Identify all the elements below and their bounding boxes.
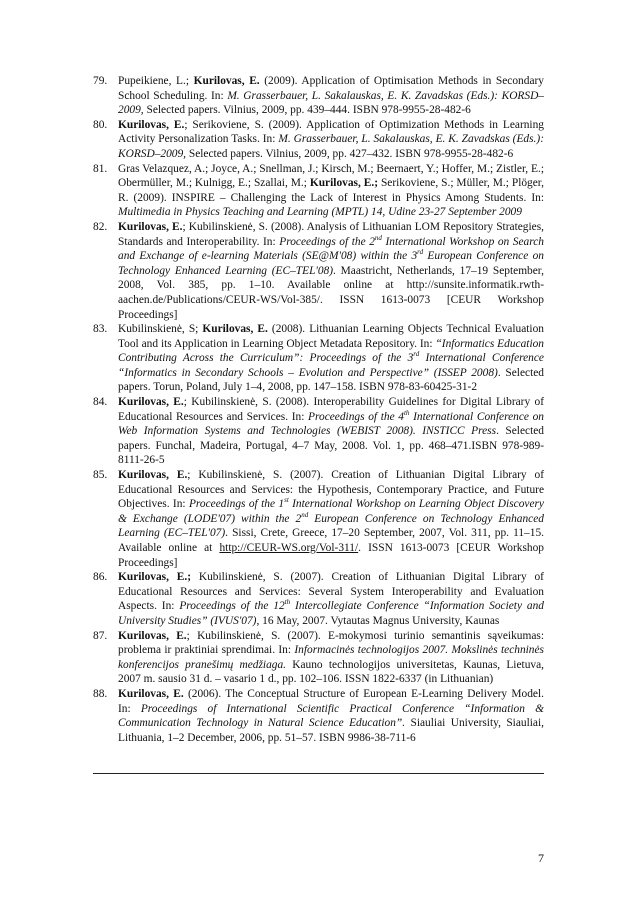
footer-rule — [93, 773, 544, 774]
reference-number: 80. — [93, 118, 108, 131]
reference-item — [93, 74, 544, 118]
reference-item — [93, 629, 544, 687]
reference-text: (2006). The Conceptual Structure of European E-Learning Delivery Model. In: — [118, 687, 544, 715]
reference-item — [93, 162, 544, 220]
reference-italic-text: Proceedings of the 4 — [308, 410, 404, 423]
reference-text: . Sissi, Crete, Greece, 17–20 September, 2007, Vol. 311, pp. 11–15. Available online at — [118, 527, 544, 554]
reference-italic-text: Intercollegiate Conference “Information Society and University Studies” (IVUS'07) — [118, 600, 545, 627]
reference-italic-text: Informacinės technologijos 2007. Mokslinės techninės konferencijos pranešimų medžiaga. — [118, 644, 544, 671]
reference-text: ; Kubilinskienė, S. (2008). Interoperability Guidelines for Digital Library of Educational Resources and Services. In: — [118, 396, 544, 423]
reference-author-bold: Kurilovas, E. — [118, 220, 183, 233]
reference-italic-text: Proceedings of the 1 — [188, 498, 285, 511]
reference-text: . ISSN 1613-0073 [CEUR Workshop Proceedings] — [118, 542, 544, 569]
reference-item — [93, 468, 544, 570]
reference-text: (2008). Lithuanian Learning Objects Technical Evaluation Tool and its Application in Learning Object Metadata Repository. In: — [118, 323, 544, 350]
reference-author-bold: Kurilovas, E. — [193, 75, 260, 87]
reference-italic-text: “Informatics Education Contributing Across the Curriculum”: Proceedings of the 3 — [118, 337, 545, 365]
reference-author-bold: Kurilovas, E. — [202, 323, 268, 336]
reference-text: Selected papers. Vilnius, 2009, pp. 439–444. ISBN 978-9955-28-482-6 — [143, 104, 471, 117]
reference-text: , 16 May, 2007. Vytautas Magnus University, Kaunas — [256, 614, 500, 627]
reference-number: 86. — [93, 571, 108, 584]
reference-text: Kubilinskienė, S. (2007). Creation of Lithuanian Digital Library of Educational Resources and Services: Several System Interoperability and Evaluation Aspects. In: — [118, 571, 544, 613]
reference-list — [93, 74, 544, 745]
reference-text: ; Serikoviene, S. (2009). Application of Optimization Methods in Learning Activity Personalization Tasks. In: — [118, 118, 544, 146]
reference-item — [93, 395, 544, 468]
reference-author-bold: Kurilovas, E. — [118, 469, 188, 482]
reference-author-bold: Kurilovas, E. — [118, 118, 185, 131]
reference-superscript: th — [284, 598, 291, 607]
reference-text: Selected papers. Vilnius, 2009, pp. 427–432. ISBN 978-9955-28-482-6 — [186, 147, 514, 160]
reference-author-bold: Kurilovas, E. — [118, 687, 184, 700]
reference-italic-text: International Workshop on Search and Exchange of e-learning Materials (SE@M'08) within the 3 — [118, 235, 545, 263]
reference-text: Serikoviene, S.; Müller, M.; Plöger, R. (2009). INSPIRE – Challenging the Lack of Interest in Physics Among Students. In: — [118, 177, 544, 204]
reference-italic-text: European Conference on Technology Enhanced Learning (EC–TEL'08) — [118, 250, 544, 277]
reference-superscript: th — [403, 408, 410, 417]
reference-number: 88. — [93, 687, 108, 700]
reference-italic-text: Proceedings of International Scientific Practical Conference “Information & Communication Technology in Natural Science Education”. — [118, 702, 544, 730]
reference-text: (2009). Application of Optimisation Methods in Secondary School Scheduling. In: — [118, 75, 544, 102]
reference-author-bold: Kurilovas, E.; — [118, 571, 192, 584]
reference-text: Pupeikiene, L.; — [118, 75, 194, 87]
reference-text: Gras Velazquez, A.; Joyce, A.; Snellman, J.; Kirsch, M.; Beernaert, Y.; Hoffer, M.; Zistler, E.; Obermüller, M.; Kulnigg, E.; Szallai, M.; — [118, 162, 544, 190]
reference-superscript: rd — [417, 248, 424, 257]
reference-number: 79. — [93, 75, 108, 87]
reference-superscript: st — [284, 496, 289, 505]
reference-item — [93, 570, 544, 628]
reference-author-bold: Kurilovas, E. — [118, 629, 187, 642]
reference-number: 83. — [93, 323, 108, 336]
reference-text: ; Kubilinskienė, S. (2007). E-mokymosi turinio semantinis sąveikumas: problema ir praktiniai sprendimai. In: — [118, 629, 544, 657]
reference-text: Kubilinskienė, S; — [118, 323, 203, 336]
reference-number: 85. — [93, 469, 108, 482]
reference-author-bold: Kurilovas, E.; — [309, 177, 378, 190]
reference-italic-text: Proceedings of the 12 — [179, 600, 285, 613]
reference-text: . Selected papers. Funchal, Madeira, Portugal, 4–7 May, 2008. Vol. 1, pp. 468–471.ISBN 978-989-8111-26-5 — [118, 425, 545, 467]
reference-italic-text: International Conference on Web Information Systems and Technologies (WEBIST 2008). INSTICC Press — [118, 410, 544, 438]
reference-author-bold: Kurilovas, E. — [118, 396, 184, 409]
reference-italic-text: M. Grasserbauer, L. Sakalauskas, E. K. Zavadskas (Eds.): KORSD–2009, — [118, 89, 545, 117]
reference-text: ; Kubilinskienė, S. (2008). Analysis of Lithuanian LOM Repository Strategies, Standards and Interoperability. In: — [118, 220, 544, 248]
reference-item — [93, 322, 544, 395]
page-number: 7 — [538, 851, 544, 865]
reference-number: 87. — [93, 629, 108, 642]
reference-italic-text: International Workshop on Learning Object Discovery & Exchange (LODE'07) within the 2 — [118, 498, 544, 525]
reference-superscript: nd — [301, 511, 309, 520]
reference-item — [93, 220, 544, 322]
reference-italic-text: European Conference on Technology Enhanced Learning (EC–TEL'07) — [118, 512, 544, 540]
reference-text: . Maastricht, Netherlands, 17–19 September, 2008, Vol. 385, pp. 1–10. Available online at http://sunsite.informatik.rwth-aachen.de/Publications/CEUR-WS/Vol-385/. ISSN 1613-0073 [CEUR Workshop Proceedings] — [118, 264, 544, 321]
reference-number: 81. — [93, 162, 108, 175]
reference-item — [93, 118, 544, 162]
reference-link[interactable]: http://CEUR-WS.org/Vol-311/ — [219, 542, 359, 554]
reference-text: ; Kubilinskienė, S. (2007). Creation of Lithuanian Digital Library of Educational Resources and Services: the Hypothesis, Contemporary Practice, and Future Objectives. In: — [118, 469, 544, 511]
reference-number: 84. — [93, 396, 108, 409]
reference-superscript: nd — [374, 233, 382, 242]
reference-item — [93, 687, 544, 745]
reference-italic-text: International Conference “Informatics in Secondary Schools – Evolution and Perspective” (ISSEP 2008) — [118, 352, 544, 379]
reference-italic-text: Multimedia in Physics Teaching and Learning (MPTL) 14, Udine 23-27 September 2009 — [118, 206, 522, 219]
reference-number: 82. — [93, 220, 108, 233]
reference-text: Siauliai University, Siauliai, Lithuania, 1–2 December, 2006, pp. 51–57. ISBN 9986-38-711-6 — [118, 717, 544, 744]
reference-italic-text: Proceedings of the 2 — [279, 235, 375, 248]
reference-italic-text: M. Grasserbauer, L. Sakalauskas, E. K. Zavadskas (Eds.): KORSD–2009, — [118, 133, 544, 160]
reference-superscript: rd — [413, 350, 420, 359]
reference-text: Kauno technologijos universitetas, Kaunas, Lietuva, 2007 m. sausio 31 d. – vasario 1 d., pp. 102–106. ISSN 1822-6337 (in Lithuanian) — [118, 658, 544, 686]
reference-text: . Selected papers. Torun, Poland, July 1–4, 2008, pp. 147–158. ISBN 978-83-60425-31-2 — [118, 366, 544, 394]
